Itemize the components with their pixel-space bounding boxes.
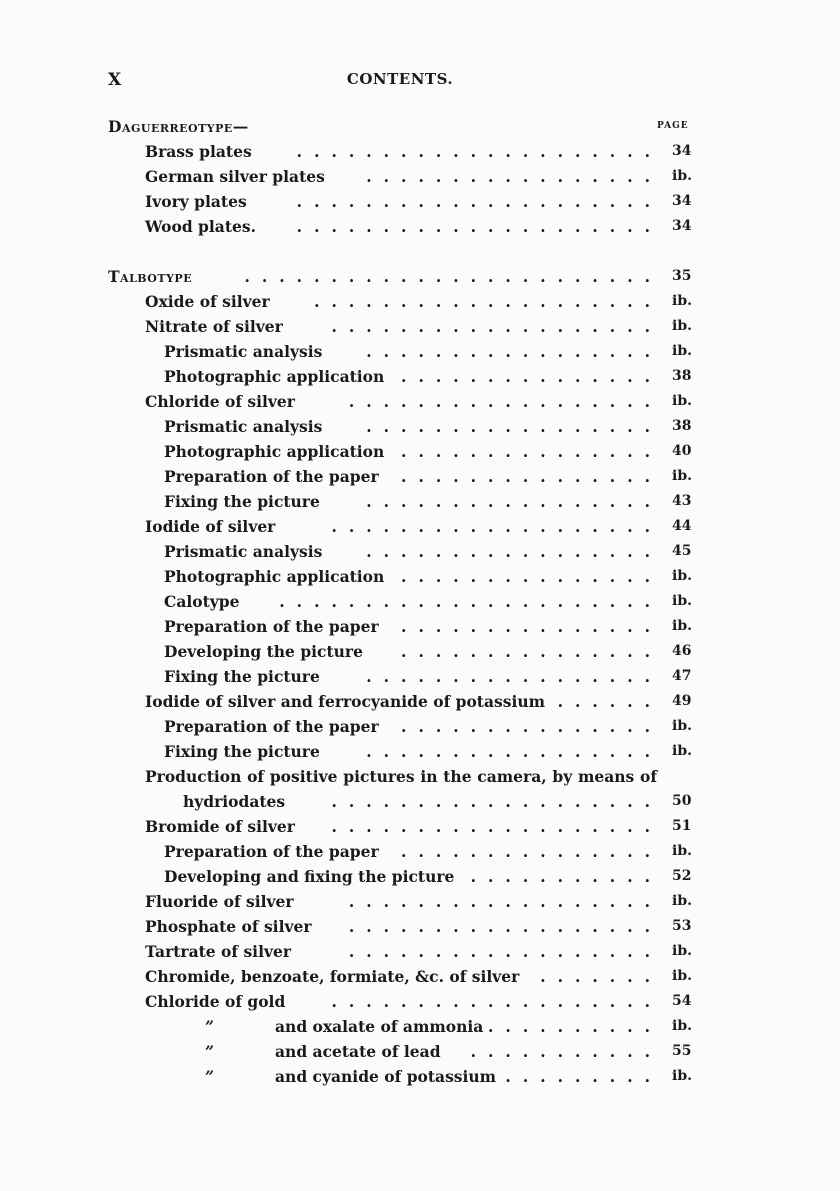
dot-leader: ..................... (296, 142, 662, 161)
toc-entry (0, 714, 840, 739)
toc-entry-label: Photographic application (164, 567, 385, 586)
toc-entry-label: Prismatic analysis (164, 417, 323, 436)
toc-entry-label: Fixing the picture (164, 742, 320, 761)
dot-leader: .................... (314, 292, 662, 311)
toc-entry (0, 364, 840, 389)
dot-leader: ..................... (296, 217, 662, 236)
toc-entry (0, 1014, 840, 1039)
toc-entry (0, 839, 840, 864)
toc-entry (0, 289, 840, 314)
toc-entry-label: Photographic application (164, 442, 385, 461)
toc-page-number: 53 (672, 918, 692, 934)
ditto-mark: ” (205, 1067, 214, 1086)
toc-page-number: 34 (672, 218, 692, 234)
toc-entry-label: Preparation of the paper (164, 842, 379, 861)
toc-entry (0, 414, 840, 439)
dot-leader: ............... (401, 717, 662, 736)
ditto-mark: ” (205, 1017, 214, 1036)
toc-entry (0, 389, 840, 414)
toc-page-number: 43 (672, 493, 692, 509)
toc-entry (0, 689, 840, 714)
toc-entry (0, 789, 840, 814)
toc-entry (0, 814, 840, 839)
toc-entry-label: and cyanide of potassium (275, 1067, 497, 1086)
toc-entry-label: Fixing the picture (164, 492, 320, 511)
dot-leader: ................... (331, 792, 662, 811)
toc-entry (0, 864, 840, 889)
toc-entry-label: Daguerreotype— (108, 117, 249, 136)
toc-entry-label: Calotype (164, 592, 240, 611)
dot-leader: ....... (540, 967, 662, 986)
toc-entry-label: Production of positive pictures in the camera, by means of (145, 767, 657, 786)
toc-page-number: 38 (672, 418, 692, 434)
dot-leader: ........... (470, 1042, 662, 1061)
toc-entry-label: Oxide of silver (145, 292, 270, 311)
toc-entry (0, 1064, 840, 1089)
page-column-label: PAGE (657, 121, 689, 131)
toc-entry-label: Phosphate of silver (145, 917, 312, 936)
dot-leader: ...................... (279, 592, 662, 611)
dot-leader: ................... (331, 317, 662, 336)
dot-leader: ................. (366, 342, 662, 361)
page-header (0, 70, 840, 94)
page-folio: X (108, 70, 122, 90)
toc-page-number: 49 (672, 693, 692, 709)
toc-page-number: ib. (672, 568, 692, 584)
toc-entry-label: Bromide of silver (145, 817, 295, 836)
toc-entry (0, 664, 840, 689)
toc-entry (0, 264, 840, 289)
toc-entry (0, 639, 840, 664)
toc-entry (0, 214, 840, 239)
toc-entry (0, 589, 840, 614)
toc-page-number: 54 (672, 993, 692, 1009)
toc-page-number: ib. (672, 293, 692, 309)
toc-page-number: ib. (672, 743, 692, 759)
toc-entry-label: Prismatic analysis (164, 342, 323, 361)
toc-entry-label: Preparation of the paper (164, 617, 379, 636)
toc-entry-label: German silver plates (145, 167, 325, 186)
toc-entry-label: Brass plates (145, 142, 252, 161)
toc-page-number: ib. (672, 593, 692, 609)
toc-entry-label: Chloride of silver (145, 392, 295, 411)
dot-leader: ......... (505, 1067, 662, 1086)
toc-page-number: 44 (672, 518, 692, 534)
ditto-mark: ” (205, 1042, 214, 1061)
dot-leader: ............... (401, 617, 662, 636)
toc-page-number: ib. (672, 618, 692, 634)
toc-entry (0, 1039, 840, 1064)
toc-page-number: 52 (672, 868, 692, 884)
toc-entry (0, 339, 840, 364)
toc-page-number: 50 (672, 793, 692, 809)
toc-entry (0, 989, 840, 1014)
toc-entry-label: Nitrate of silver (145, 317, 283, 336)
toc-page-number: ib. (672, 843, 692, 859)
toc-page-number: ib. (672, 168, 692, 184)
dot-leader: ............... (401, 842, 662, 861)
toc-entry (0, 514, 840, 539)
running-title: CONTENTS. (346, 70, 454, 88)
toc-page-number: ib. (672, 468, 692, 484)
toc-entry (0, 764, 840, 789)
toc-page-number: ib. (672, 968, 692, 984)
toc-page-number: ib. (672, 318, 692, 334)
toc-entry (0, 964, 840, 989)
dot-leader: ............... (401, 642, 662, 661)
toc-entry-label: Developing the picture (164, 642, 363, 661)
toc-page-number: ib. (672, 893, 692, 909)
toc-page-number: 45 (672, 543, 692, 559)
toc-page-number: 55 (672, 1043, 692, 1059)
toc-entry-label: Preparation of the paper (164, 717, 379, 736)
toc-entry (0, 539, 840, 564)
dot-leader: .................. (348, 917, 662, 936)
toc-entry (0, 564, 840, 589)
toc-entry-label: Fixing the picture (164, 667, 320, 686)
dot-leader: ................. (366, 417, 662, 436)
dot-leader: ................... (331, 817, 662, 836)
toc-entry (0, 614, 840, 639)
toc-entry-label: Prismatic analysis (164, 542, 323, 561)
toc-entry (0, 914, 840, 939)
dot-leader: ................... (331, 992, 662, 1011)
toc-entry (0, 189, 840, 214)
toc-entry (0, 439, 840, 464)
toc-page-number: 40 (672, 443, 692, 459)
dot-leader: ............... (401, 567, 662, 586)
toc-entry (0, 164, 840, 189)
toc-entry-label: Wood plates. (145, 217, 256, 236)
toc-entry-label: Fluoride of silver (145, 892, 294, 911)
toc-page-number: 51 (672, 818, 692, 834)
dot-leader: ............... (401, 367, 662, 386)
toc-page-number: ib. (672, 718, 692, 734)
toc-entry (0, 939, 840, 964)
dot-leader: ................. (366, 742, 662, 761)
toc-entry-label: and acetate of lead (275, 1042, 441, 1061)
toc-entry (0, 114, 840, 139)
toc-entry (0, 464, 840, 489)
dot-leader: ........... (470, 867, 662, 886)
toc-entry (0, 139, 840, 164)
toc-entry-label: Photographic application (164, 367, 385, 386)
dot-leader: ................... (331, 517, 662, 536)
toc-page-number: 35 (672, 268, 692, 284)
toc-entry-label: Chromide, benzoate, formiate, &c. of silver (145, 967, 520, 986)
dot-leader: .................. (348, 892, 662, 911)
toc-page-number: ib. (672, 343, 692, 359)
dot-leader: ...... (557, 692, 662, 711)
toc-entry-label: Chloride of gold (145, 992, 286, 1011)
toc-entry-label: Talbotype (108, 267, 193, 286)
toc-entry-label: Iodide of silver (145, 517, 276, 536)
toc-entry-label: Tartrate of silver (145, 942, 291, 961)
dot-leader: .................. (348, 942, 662, 961)
dot-leader: ............... (401, 467, 662, 486)
toc-page-number: ib. (672, 1068, 692, 1084)
toc-page-number: 46 (672, 643, 692, 659)
toc-entry-label: and oxalate of ammonia (275, 1017, 484, 1036)
toc-entry-label: Iodide of silver and ferrocyanide of potassium (145, 692, 546, 711)
dot-leader: ..................... (296, 192, 662, 211)
dot-leader: ........................ (244, 267, 662, 286)
toc-entry (0, 739, 840, 764)
toc-page-number: ib. (672, 393, 692, 409)
toc-entry-label: Ivory plates (145, 192, 247, 211)
toc-page-number: 38 (672, 368, 692, 384)
toc-page-number: ib. (672, 943, 692, 959)
toc-page-number: ib. (672, 1018, 692, 1034)
dot-leader: ................. (366, 542, 662, 561)
dot-leader: ................. (366, 667, 662, 686)
dot-leader: .................. (348, 392, 662, 411)
toc-entry-label: Preparation of the paper (164, 467, 379, 486)
toc-entry-label: Developing and fixing the picture (164, 867, 455, 886)
toc-page-number: 34 (672, 193, 692, 209)
dot-leader: ................. (366, 492, 662, 511)
dot-leader: ................. (366, 167, 662, 186)
toc-page-number: 34 (672, 143, 692, 159)
toc-entry (0, 314, 840, 339)
toc-entry (0, 489, 840, 514)
toc-entry (0, 889, 840, 914)
dot-leader: .......... (488, 1017, 662, 1036)
toc-entry-label: hydriodates (183, 792, 286, 811)
toc-page-number: 47 (672, 668, 692, 684)
dot-leader: ............... (401, 442, 662, 461)
